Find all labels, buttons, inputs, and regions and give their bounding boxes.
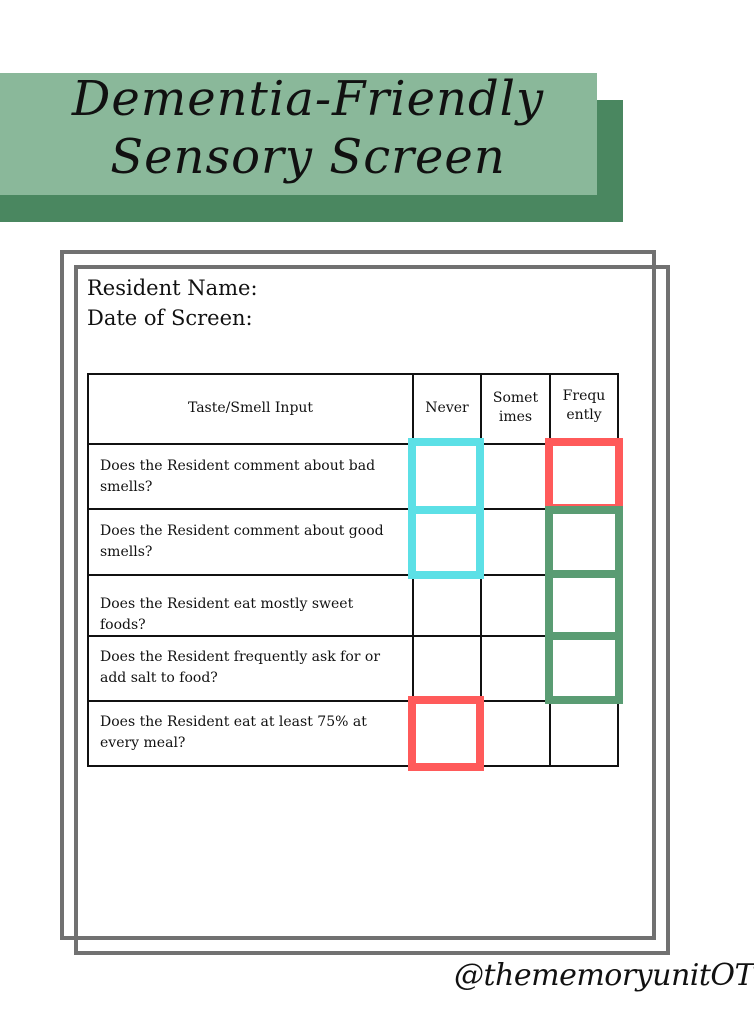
date-of-screen-label: Date of Screen: xyxy=(87,306,253,330)
frequently-marker-row4[interactable] xyxy=(545,632,623,704)
question-bad-smells: Does the Resident comment about bad smells? xyxy=(100,458,376,495)
page-title: Dementia-Friendly Sensory Screen xyxy=(71,71,545,185)
row-divider xyxy=(89,508,617,510)
never-marker-row5[interactable] xyxy=(408,696,484,771)
never-marker-row2[interactable] xyxy=(408,506,484,579)
screening-table xyxy=(87,373,619,767)
resident-name-label: Resident Name: xyxy=(87,276,258,300)
header-sometimes: Somet imes xyxy=(492,390,539,425)
author-handle: @thememoryunitOT xyxy=(454,958,754,993)
frequently-marker-row2[interactable] xyxy=(545,506,623,578)
question-sweet-foods: Does the Resident eat mostly sweet foods? xyxy=(100,596,354,633)
header-never: Never xyxy=(425,400,469,416)
header-category: Taste/Smell Input xyxy=(187,400,314,416)
frequently-marker-row1[interactable] xyxy=(545,438,623,512)
header-frequently: Frequ ently xyxy=(562,388,606,423)
question-meal: Does the Resident eat at least 75% at every meal? xyxy=(100,714,367,751)
row-divider xyxy=(89,700,617,702)
row-divider xyxy=(89,574,617,576)
never-marker-row1[interactable] xyxy=(408,438,484,514)
question-good-smells: Does the Resident comment about good smells? xyxy=(100,523,384,560)
frequently-marker-row3[interactable] xyxy=(545,570,623,640)
row-divider xyxy=(89,443,617,445)
question-salt: Does the Resident frequently ask for or add salt to food? xyxy=(100,649,381,686)
